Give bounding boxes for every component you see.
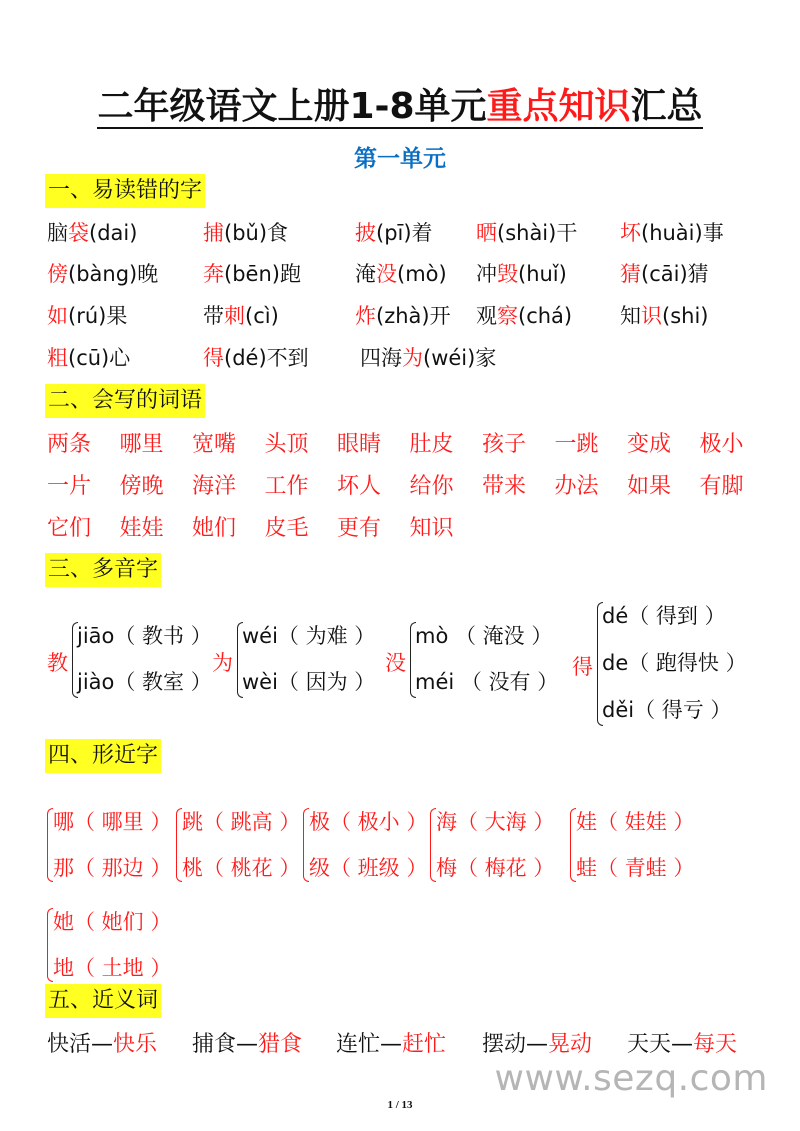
misread-item (355, 302, 451, 330)
misread-item (203, 302, 279, 330)
polyphone-reading: jiào（ 教室 ） (77, 670, 212, 694)
polyphone-char: 没 (385, 651, 406, 675)
misread-item (476, 302, 572, 330)
polyphone-reading: děi（ 得亏 ） (602, 698, 732, 722)
synonym-item (336, 1027, 446, 1058)
misread-segment: (mò) (397, 262, 447, 286)
misread-segment: 刺 (224, 304, 245, 328)
misread-item (203, 344, 309, 372)
similar-char-item: 她（ 她们 ） (53, 910, 172, 934)
misread-segment: 炸 (355, 304, 376, 328)
polyphone-reading: dé（ 得到 ） (602, 604, 726, 628)
misread-item (620, 302, 708, 330)
misread-segment: 没 (376, 262, 397, 286)
synonym-item (627, 1027, 737, 1058)
polyphone-char: 为 (212, 651, 233, 675)
word-item: 孩子 (482, 432, 527, 457)
word-item: 带来 (482, 474, 527, 499)
misread-item (203, 219, 288, 247)
synonym-word: 快活— (47, 1032, 114, 1057)
misread-item (620, 219, 724, 247)
misread-segment: (shài)干 (497, 221, 578, 245)
synonym-word: 摆动— (482, 1032, 549, 1057)
watermark: www.sezq.com (494, 1058, 768, 1099)
word-item: 眼睛 (337, 432, 382, 457)
misread-segment: (bǔ)食 (224, 221, 289, 245)
misread-segment: (huài)事 (641, 221, 724, 245)
word-item: 办法 (554, 474, 599, 499)
word-item: 肚皮 (409, 432, 454, 457)
misread-segment: 捕 (203, 221, 224, 245)
synonym-match: 晃动 (548, 1032, 593, 1057)
misread-item (47, 260, 158, 288)
polyphone-reading: méi （ 没有 ） (415, 670, 559, 694)
misread-segment: 坏 (620, 221, 641, 245)
similar-char-item: 桃（ 桃花 ） (182, 856, 301, 880)
word-item: 一片 (47, 474, 92, 499)
similar-char-item: 娃（ 娃娃 ） (576, 810, 695, 834)
word-item: 傍晚 (119, 474, 164, 499)
misread-segment: 四海 (360, 346, 402, 370)
word-item: 头顶 (264, 432, 309, 457)
word-item: 极小 (699, 432, 744, 457)
word-item: 坏人 (337, 474, 382, 499)
synonym-match: 每天 (693, 1032, 738, 1057)
misread-segment: (cū)心 (68, 346, 131, 370)
synonym-match: 猎食 (258, 1032, 303, 1057)
misread-segment: (bàng)晚 (68, 262, 159, 286)
misread-segment: (pī)着 (376, 221, 433, 245)
page-number: 1 / 13 (387, 1099, 413, 1111)
similar-char-item: 蛙（ 青蛙 ） (576, 856, 695, 880)
page-title (0, 78, 800, 129)
word-item: 皮毛 (264, 516, 309, 541)
synonym-item (482, 1027, 592, 1058)
word-item: 变成 (627, 432, 672, 457)
misread-segment: (rú)果 (68, 304, 128, 328)
polyphone-reading: de（ 跑得快 ） (602, 651, 747, 675)
title-highlight: 重点知识 (486, 86, 631, 127)
synonym-word: 天天— (627, 1032, 694, 1057)
word-item: 娃娃 (119, 516, 164, 541)
synonym-match: 赶忙 (402, 1032, 447, 1057)
misread-segment: 晒 (476, 221, 497, 245)
word-item: 更有 (337, 516, 382, 541)
misread-segment: (dai) (89, 221, 138, 245)
misread-segment: 袋 (68, 221, 89, 245)
misread-segment: 披 (355, 221, 376, 245)
polyphone-reading: wèi（ 因为 ） (242, 670, 376, 694)
synonym-word: 连忙— (336, 1032, 403, 1057)
word-item: 给你 (409, 474, 454, 499)
misread-segment: (huǐ) (518, 262, 567, 286)
section-heading-4: 四、形近字 (45, 739, 161, 773)
word-item: 知识 (409, 516, 454, 541)
misread-segment: 傍 (47, 262, 68, 286)
misread-segment: 粗 (47, 346, 68, 370)
word-item: 两条 (47, 432, 92, 457)
misread-segment: 如 (47, 304, 68, 328)
misread-segment: 察 (497, 304, 518, 328)
section-heading-3: 三、多音字 (45, 553, 161, 587)
misread-segment: 猜 (620, 262, 641, 286)
synonym-match: 快乐 (113, 1032, 158, 1057)
polyphone-reading: jiāo（ 教书 ） (77, 624, 212, 648)
polyphone-char: 教 (47, 651, 68, 675)
misread-item (620, 260, 709, 288)
misread-item (47, 344, 130, 372)
word-item: 它们 (47, 516, 92, 541)
misread-item (47, 219, 137, 247)
unit-title: 第一单元 (354, 146, 446, 172)
synonym-item (47, 1027, 157, 1058)
word-item: 她们 (192, 516, 237, 541)
word-item: 一跳 (554, 432, 599, 457)
similar-char-item: 梅（ 梅花 ） (436, 856, 555, 880)
misread-item (355, 219, 433, 247)
misread-segment: 冲 (476, 262, 497, 286)
misread-segment: 观 (476, 304, 497, 328)
misread-segment: 知 (620, 304, 641, 328)
misread-segment: (zhà)开 (376, 304, 451, 328)
misread-segment: 淹 (355, 262, 376, 286)
similar-char-item: 哪（ 哪里 ） (53, 810, 172, 834)
misread-segment: 毁 (497, 262, 518, 286)
title-part1: 二年级语文上册1-8单元 (97, 86, 487, 127)
polyphone-reading: mò （ 淹没 ） (415, 624, 553, 648)
misread-segment: 得 (203, 346, 224, 370)
word-item: 宽嘴 (192, 432, 237, 457)
misread-segment: (dé)不到 (224, 346, 309, 370)
misread-segment: (shi) (662, 304, 709, 328)
misread-item (355, 260, 447, 288)
section-heading-1: 一、易读错的字 (45, 174, 205, 208)
similar-char-item: 那（ 那边 ） (53, 856, 172, 880)
misread-segment: (cāi)猜 (641, 262, 709, 286)
similar-char-item: 地（ 土地 ） (53, 956, 172, 980)
misread-item (360, 344, 496, 372)
misread-segment: (chá) (518, 304, 573, 328)
misread-segment: (wéi)家 (423, 346, 497, 370)
similar-char-item: 海（ 大海 ） (436, 810, 555, 834)
word-item: 海洋 (192, 474, 237, 499)
section-heading-2: 二、会写的词语 (45, 384, 205, 418)
misread-item (203, 260, 301, 288)
polyphone-reading: wéi（ 为难 ） (242, 624, 376, 648)
misread-item (47, 302, 127, 330)
section-heading-5: 五、近义词 (45, 984, 161, 1018)
misread-item (476, 260, 567, 288)
title-part3: 汇总 (630, 86, 703, 127)
similar-char-item: 跳（ 跳高 ） (182, 810, 301, 834)
similar-char-item: 级（ 班级 ） (309, 856, 428, 880)
synonym-item (192, 1027, 302, 1058)
misread-segment: 带 (203, 304, 224, 328)
polyphone-char: 得 (572, 655, 593, 679)
misread-segment: (bēn)跑 (224, 262, 301, 286)
misread-segment: 识 (641, 304, 662, 328)
misread-segment: 脑 (47, 221, 68, 245)
word-item: 有脚 (699, 474, 744, 499)
similar-char-item: 极（ 极小 ） (309, 810, 428, 834)
synonym-word: 捕食— (192, 1032, 259, 1057)
misread-item (476, 219, 577, 247)
misread-segment: (cì) (245, 304, 279, 328)
misread-segment: 奔 (203, 262, 224, 286)
word-item: 工作 (264, 474, 309, 499)
word-item: 如果 (627, 474, 672, 499)
misread-segment: 为 (402, 346, 423, 370)
word-item: 哪里 (119, 432, 164, 457)
